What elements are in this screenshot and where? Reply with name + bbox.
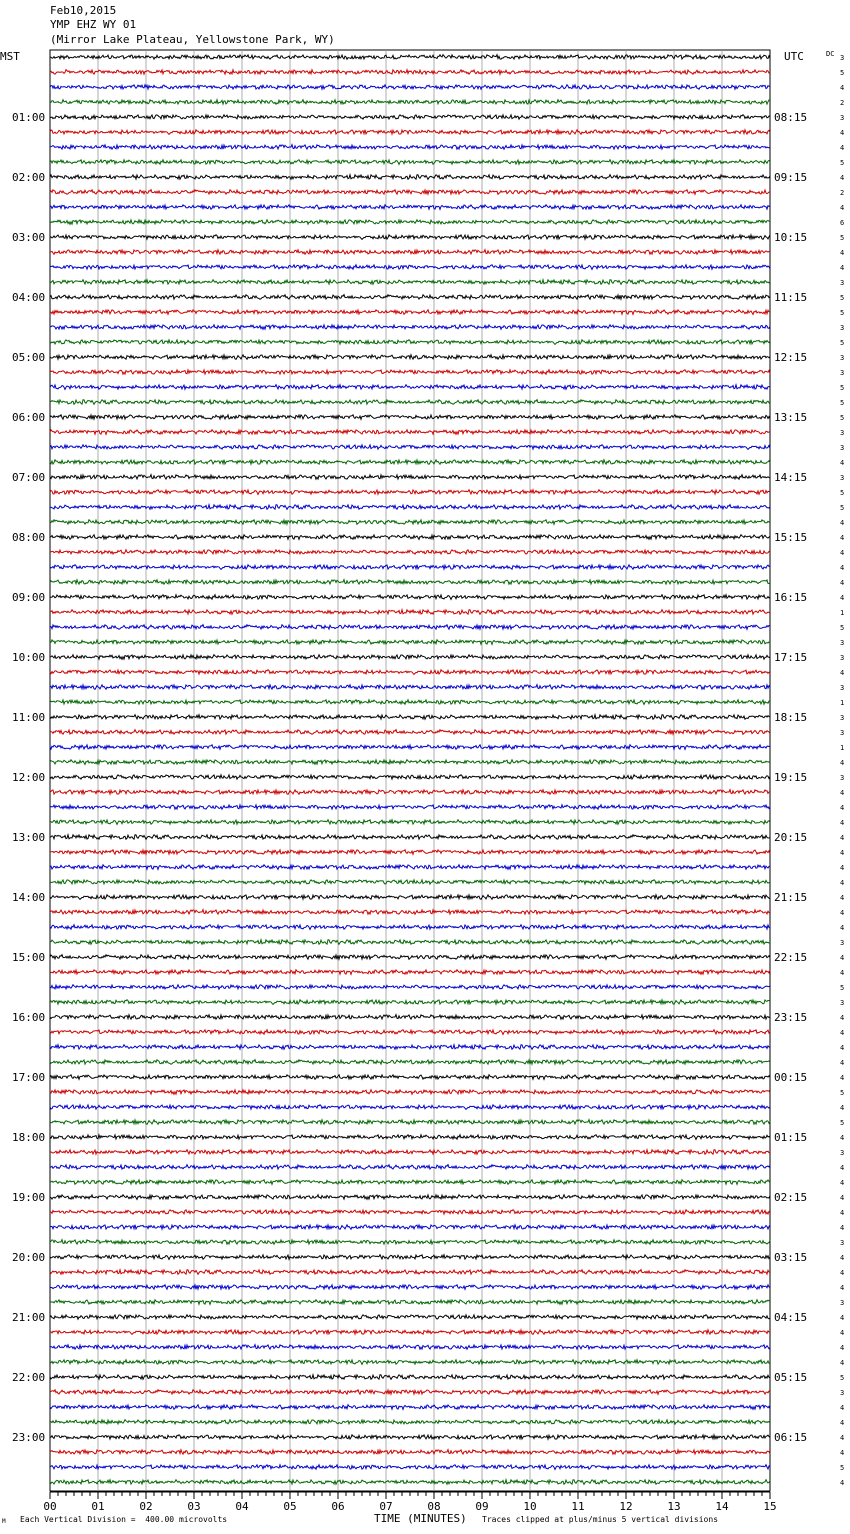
- seismic-trace: [50, 850, 770, 855]
- dc-offset-label: 4: [840, 249, 845, 257]
- dc-offset-label: 3: [840, 114, 845, 122]
- mst-hour-label: 10:00: [12, 651, 46, 664]
- seismic-trace: [50, 820, 770, 825]
- dc-offset-label: 3: [840, 654, 845, 662]
- x-tick-label: 00: [43, 1500, 57, 1513]
- seismic-trace: [50, 610, 770, 615]
- utc-hour-label: 21:15: [774, 891, 808, 904]
- utc-hour-label: 12:15: [774, 351, 808, 364]
- mst-hour-label: 14:00: [12, 891, 46, 904]
- x-tick-label: 15: [763, 1500, 777, 1513]
- dc-offset-label: 4: [840, 129, 845, 137]
- seismic-trace: [50, 175, 770, 180]
- mst-hour-label: 15:00: [12, 951, 46, 964]
- seismic-trace: [50, 1450, 770, 1455]
- mst-hour-label: 06:00: [12, 411, 46, 424]
- seismic-trace: [50, 985, 770, 990]
- corner-mark: M: [2, 1518, 6, 1525]
- seismic-trace: [50, 160, 770, 165]
- seismic-trace: [50, 1420, 770, 1425]
- utc-hour-label: 05:15: [774, 1371, 808, 1384]
- dc-offset-label: 4: [840, 969, 845, 977]
- dc-offset-label: 5: [840, 384, 845, 392]
- mst-hour-label: 20:00: [12, 1251, 46, 1264]
- seismic-trace: [50, 1075, 770, 1080]
- mst-hour-label: 18:00: [12, 1131, 46, 1144]
- dc-offset-label: 5: [840, 1464, 845, 1472]
- x-tick-label: 09: [475, 1500, 489, 1513]
- seismic-trace: [50, 370, 770, 374]
- x-tick-label: 04: [235, 1500, 249, 1513]
- dc-offset-label: 4: [840, 1164, 845, 1172]
- dc-offset-label: 5: [840, 159, 845, 167]
- seismic-trace: [50, 1000, 770, 1005]
- dc-offset-label: 4: [840, 759, 845, 767]
- seismic-trace: [50, 550, 770, 554]
- dc-offset-label: 3: [840, 444, 845, 452]
- utc-hour-label: 14:15: [774, 471, 808, 484]
- x-tick-label: 13: [667, 1500, 681, 1513]
- seismic-trace: [50, 235, 770, 240]
- seismic-trace: [50, 475, 770, 480]
- dc-offset-label: 4: [840, 1029, 845, 1037]
- mst-hour-label: 11:00: [12, 711, 46, 724]
- dc-offset-label: 4: [840, 1134, 845, 1142]
- dc-offset-label: 5: [840, 69, 845, 77]
- mst-hour-label: 02:00: [12, 171, 46, 184]
- seismic-trace: [50, 310, 770, 315]
- dc-offset-label: 4: [840, 909, 845, 917]
- dc-offset-label: 4: [840, 1014, 845, 1022]
- seismic-trace: [50, 1195, 770, 1200]
- seismic-trace: [50, 55, 770, 60]
- utc-hour-label: 04:15: [774, 1311, 808, 1324]
- utc-hour-label: 11:15: [774, 291, 808, 304]
- mst-hour-label: 22:00: [12, 1371, 46, 1384]
- seismic-trace: [50, 400, 770, 405]
- dc-offset-label: 3: [840, 429, 845, 437]
- seismic-trace: [50, 625, 770, 630]
- dc-offset-label: 5: [840, 1374, 845, 1382]
- dc-offset-label: 4: [840, 1344, 845, 1352]
- utc-hour-label: 03:15: [774, 1251, 808, 1264]
- seismic-trace: [50, 1375, 770, 1380]
- dc-offset-label: 5: [840, 294, 845, 302]
- seismic-trace: [50, 1180, 770, 1185]
- mst-hour-label: 04:00: [12, 291, 46, 304]
- dc-offset-label: 4: [840, 924, 845, 932]
- seismic-trace: [50, 355, 770, 360]
- dc-offset-label: 3: [840, 684, 845, 692]
- seismic-trace: [50, 1210, 770, 1215]
- station-location: (Mirror Lake Plateau, Yellowstone Park, WY): [50, 33, 335, 46]
- dc-offset-label: 5: [840, 399, 845, 407]
- seismic-trace: [50, 490, 770, 495]
- seismic-trace: [50, 520, 770, 525]
- dc-offset-label: 4: [840, 1074, 845, 1082]
- dc-offset-label: 4: [840, 954, 845, 962]
- dc-offset-label: 3: [840, 774, 845, 782]
- seismic-trace: [50, 565, 770, 570]
- dc-offset-label: 4: [840, 534, 845, 542]
- mst-hour-label: 19:00: [12, 1191, 46, 1204]
- dc-offset-label: 4: [840, 879, 845, 887]
- seismic-trace: [50, 655, 770, 660]
- dc-offset-label: 3: [840, 999, 845, 1007]
- dc-offset-label: 1: [840, 609, 845, 617]
- dc-offset-label: 5: [840, 1119, 845, 1127]
- dc-offset-label: 1: [840, 744, 845, 752]
- clip-note: Traces clipped at plus/minus 5 vertical divisions: [482, 1515, 719, 1524]
- dc-offset-label: 5: [840, 489, 845, 497]
- mst-hour-label: 12:00: [12, 771, 46, 784]
- seismic-trace: [50, 970, 770, 975]
- seismic-trace: [50, 100, 770, 105]
- dc-offset-label: 3: [840, 714, 845, 722]
- utc-hour-label: 00:15: [774, 1071, 808, 1084]
- mst-hour-label: 05:00: [12, 351, 46, 364]
- dc-offset-label: 4: [840, 804, 845, 812]
- seismic-trace: [50, 865, 770, 870]
- seismic-trace: [50, 835, 770, 840]
- x-tick-label: 07: [379, 1500, 393, 1513]
- seismic-trace: [50, 685, 770, 690]
- seismic-trace: [50, 925, 770, 930]
- x-axis-title: TIME (MINUTES): [374, 1512, 467, 1525]
- dc-offset-label: 3: [840, 729, 845, 737]
- dc-offset-label: 4: [840, 174, 845, 182]
- dc-offset-label: 4: [840, 1224, 845, 1232]
- utc-hour-label: 01:15: [774, 1131, 808, 1144]
- seismic-trace: [50, 385, 770, 390]
- utc-hour-label: 16:15: [774, 591, 808, 604]
- seismic-trace: [50, 115, 770, 120]
- utc-hour-label: 02:15: [774, 1191, 808, 1204]
- dc-offset-label: 4: [840, 594, 845, 602]
- dc-offset-label: 4: [840, 519, 845, 527]
- x-tick-label: 11: [571, 1500, 585, 1513]
- seismic-trace: [50, 265, 770, 270]
- dc-offset-label: 5: [840, 504, 845, 512]
- seismic-trace: [50, 1435, 770, 1440]
- dc-offset-label: 3: [840, 54, 845, 62]
- dc-offset-label: 4: [840, 264, 845, 272]
- x-tick-label: 14: [715, 1500, 729, 1513]
- dc-offset-label: 3: [840, 1239, 845, 1247]
- dc-offset-label: 4: [840, 1104, 845, 1112]
- dc-offset-label: 4: [840, 1059, 845, 1067]
- dc-offset-label: 4: [840, 1314, 845, 1322]
- seismic-trace: [50, 1240, 770, 1245]
- x-tick-label: 01: [91, 1500, 105, 1513]
- seismic-trace: [50, 535, 770, 540]
- seismic-trace: [50, 1465, 770, 1470]
- seismic-trace: [50, 955, 770, 960]
- seismic-trace: [50, 730, 770, 735]
- seismic-trace: [50, 775, 770, 780]
- seismic-trace: [50, 940, 770, 945]
- seismic-trace: [50, 460, 770, 465]
- dc-offset-label: 4: [840, 789, 845, 797]
- utc-hour-label: 17:15: [774, 651, 808, 664]
- dc-offset-label: 5: [840, 984, 845, 992]
- dc-offset-label: 1: [840, 699, 845, 707]
- dc-offset-label: 4: [840, 579, 845, 587]
- dc-offset-label: 4: [840, 1434, 845, 1442]
- seismic-trace: [50, 1345, 770, 1350]
- dc-offset-label: 4: [840, 1194, 845, 1202]
- x-tick-label: 08: [427, 1500, 441, 1513]
- seismic-trace: [50, 700, 770, 705]
- dc-offset-label: 4: [840, 1179, 845, 1187]
- dc-offset-label: 4: [840, 1449, 845, 1457]
- seismic-trace: [50, 1015, 770, 1020]
- dc-offset-label: 4: [840, 1254, 845, 1262]
- dc-offset-label: 4: [840, 1359, 845, 1367]
- utc-hour-label: 13:15: [774, 411, 808, 424]
- utc-hour-label: 22:15: [774, 951, 808, 964]
- dc-offset-label: 3: [840, 639, 845, 647]
- x-tick-label: 06: [331, 1500, 345, 1513]
- dc-offset-label: 4: [840, 849, 845, 857]
- mst-hour-label: 13:00: [12, 831, 46, 844]
- dc-offset-label: 4: [840, 894, 845, 902]
- seismic-trace: [50, 70, 770, 75]
- seismic-trace: [50, 1150, 770, 1155]
- utc-hour-label: 08:15: [774, 111, 808, 124]
- mst-hour-label: 23:00: [12, 1431, 46, 1444]
- seismic-trace: [50, 1255, 770, 1260]
- dc-offset-label: 4: [840, 1044, 845, 1052]
- seismic-trace: [50, 1315, 770, 1320]
- dc-offset-label: 4: [840, 669, 845, 677]
- seismic-trace: [50, 1270, 770, 1275]
- seismic-trace: [50, 280, 770, 285]
- seismic-trace: [50, 880, 770, 885]
- x-tick-label: 12: [619, 1500, 633, 1513]
- x-tick-label: 02: [139, 1500, 153, 1513]
- dc-offset-label: 4: [840, 1269, 845, 1277]
- dc-offset-label: 3: [840, 1299, 845, 1307]
- seismic-trace: [50, 640, 770, 645]
- dc-offset-label: 4: [840, 144, 845, 152]
- seismic-trace: [50, 595, 770, 600]
- seismic-trace: [50, 1105, 770, 1110]
- utc-hour-label: 20:15: [774, 831, 808, 844]
- mst-hour-label: 09:00: [12, 591, 46, 604]
- seismic-trace: [50, 1060, 770, 1065]
- mst-hour-label: 01:00: [12, 111, 46, 124]
- seismic-trace: [50, 790, 770, 795]
- plot-date: Feb10,2015: [50, 4, 117, 17]
- seismic-trace: [50, 1480, 770, 1485]
- dc-offset-label: 4: [840, 564, 845, 572]
- seismic-trace: [50, 1390, 770, 1395]
- right-axis-label: UTC: [784, 50, 804, 63]
- seismic-trace: [50, 1285, 770, 1290]
- seismic-trace: [50, 1135, 770, 1140]
- seismic-trace: [50, 1300, 770, 1305]
- dc-offset-label: 5: [840, 309, 845, 317]
- dc-offset-label: 4: [840, 1209, 845, 1217]
- utc-hour-label: 09:15: [774, 171, 808, 184]
- dc-offset-label: 2: [840, 99, 845, 107]
- seismic-trace: [50, 895, 770, 900]
- seismic-trace: [50, 1120, 770, 1125]
- x-tick-label: 03: [187, 1500, 201, 1513]
- seismic-trace: [50, 1225, 770, 1230]
- dc-offset-label: 3: [840, 474, 845, 482]
- seismic-trace: [50, 760, 770, 765]
- seismic-trace: [50, 130, 770, 135]
- utc-hour-label: 23:15: [774, 1011, 808, 1024]
- left-axis-label: MST: [0, 50, 20, 63]
- seismic-trace: [50, 325, 770, 330]
- dc-offset-label: 4: [840, 819, 845, 827]
- utc-hour-label: 06:15: [774, 1431, 808, 1444]
- seismic-trace: [50, 580, 770, 585]
- dc-offset-label: 3: [840, 354, 845, 362]
- seismic-trace: [50, 670, 770, 675]
- dc-offset-label: 5: [840, 624, 845, 632]
- seismic-trace: [50, 220, 770, 225]
- seismic-trace: [50, 295, 770, 300]
- dc-label: DC: [826, 50, 835, 58]
- seismic-trace: [50, 430, 770, 435]
- dc-offset-label: 5: [840, 414, 845, 422]
- dc-offset-label: 4: [840, 1329, 845, 1337]
- dc-offset-label: 4: [840, 864, 845, 872]
- seismic-trace: [50, 745, 770, 750]
- seismic-trace: [50, 1360, 770, 1365]
- dc-offset-label: 5: [840, 234, 845, 242]
- dc-offset-label: 3: [840, 939, 845, 947]
- seismic-trace: [50, 205, 770, 210]
- dc-offset-label: 4: [840, 1284, 845, 1292]
- dc-offset-label: 4: [840, 1479, 845, 1487]
- seismic-trace: [50, 340, 770, 345]
- utc-hour-label: 10:15: [774, 231, 808, 244]
- seismic-trace: [50, 1090, 770, 1095]
- seismic-trace: [50, 505, 770, 510]
- seismic-trace: [50, 445, 770, 450]
- seismic-trace: [50, 250, 770, 255]
- seismic-trace: [50, 805, 770, 809]
- utc-hour-label: 18:15: [774, 711, 808, 724]
- mst-hour-label: 16:00: [12, 1011, 46, 1024]
- mst-hour-label: 17:00: [12, 1071, 46, 1084]
- seismic-trace: [50, 1045, 770, 1050]
- dc-offset-label: 3: [840, 369, 845, 377]
- scale-note: Each Vertical Division = 400.00 microvolts: [20, 1515, 228, 1524]
- x-tick-label: 05: [283, 1500, 297, 1513]
- seismic-trace: [50, 1030, 770, 1035]
- mst-hour-label: 03:00: [12, 231, 46, 244]
- dc-offset-label: 5: [840, 1089, 845, 1097]
- seismic-trace: [50, 1330, 770, 1335]
- seismic-trace: [50, 910, 770, 915]
- dc-offset-label: 6: [840, 219, 845, 227]
- dc-offset-label: 4: [840, 1404, 845, 1412]
- dc-offset-label: 3: [840, 1149, 845, 1157]
- seismic-trace: [50, 190, 770, 195]
- dc-offset-label: 4: [840, 1419, 845, 1427]
- mst-hour-label: 07:00: [12, 471, 46, 484]
- utc-hour-label: 15:15: [774, 531, 808, 544]
- dc-offset-label: 4: [840, 549, 845, 557]
- seismic-trace: [50, 1165, 770, 1170]
- dc-offset-label: 4: [840, 84, 845, 92]
- mst-hour-label: 21:00: [12, 1311, 46, 1324]
- seismic-trace: [50, 715, 770, 720]
- seismic-trace: [50, 415, 770, 420]
- mst-hour-label: 08:00: [12, 531, 46, 544]
- dc-offset-label: 4: [840, 459, 845, 467]
- dc-offset-label: 3: [840, 1389, 845, 1397]
- dc-offset-label: 4: [840, 204, 845, 212]
- dc-offset-label: 3: [840, 324, 845, 332]
- dc-offset-label: 2: [840, 189, 845, 197]
- seismic-trace: [50, 85, 770, 90]
- seismic-trace: [50, 145, 770, 150]
- dc-offset-label: 4: [840, 834, 845, 842]
- dc-offset-label: 3: [840, 279, 845, 287]
- utc-hour-label: 19:15: [774, 771, 808, 784]
- seismic-trace: [50, 1405, 770, 1410]
- dc-offset-label: 5: [840, 339, 845, 347]
- x-tick-label: 10: [523, 1500, 537, 1513]
- station-id: YMP EHZ WY 01: [50, 18, 137, 31]
